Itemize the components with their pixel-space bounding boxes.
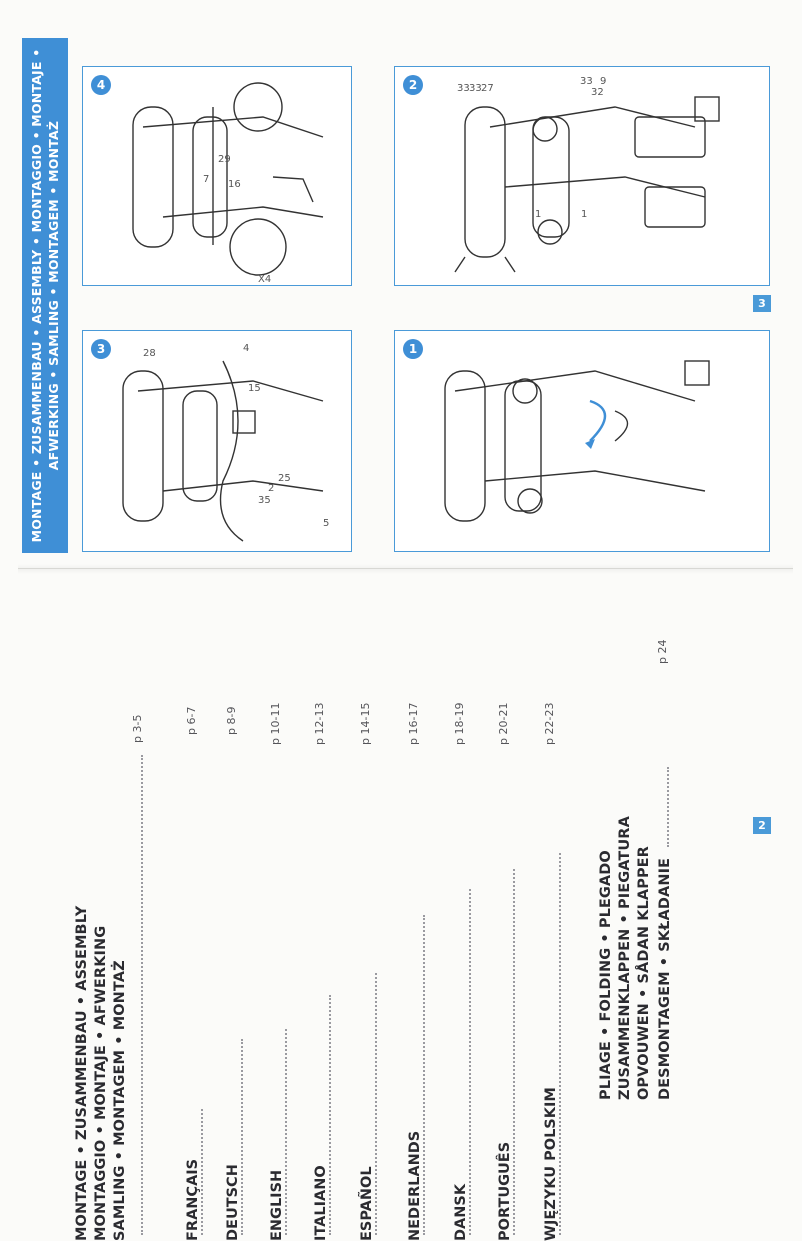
toc-entry-label: DANSK	[453, 1180, 469, 1241]
part-label: 9	[600, 76, 607, 87]
part-label: 32	[591, 87, 604, 98]
toc-heading-line: MONTAGE • ZUSAMMENBAU • ASSEMBLY	[74, 905, 90, 1241]
assembly-header-line-1: MONTAGE • ZUSAMMENBAU • ASSEMBLY • MONTAGGIO • MONTAJE •	[29, 48, 44, 543]
part-label: 2	[268, 483, 275, 494]
part-label: 35	[258, 495, 271, 506]
toc-entry-pages: p 20-21	[497, 702, 510, 745]
toc-entry-pages: p 10-11	[269, 702, 282, 745]
part-label: 29	[218, 154, 231, 165]
step-4-panel	[82, 66, 352, 286]
assembly-header-band	[22, 38, 68, 553]
assembly-header-line-2: AFWERKING • SAMLING • MONTAGEM • MONTAŻ	[46, 120, 61, 471]
step-3-panel	[82, 330, 352, 552]
page-number-2: 2	[753, 817, 771, 834]
step-3-illustration	[83, 331, 351, 551]
part-label: 5	[323, 518, 330, 529]
part-label: 4	[243, 343, 250, 354]
toc-folding-line: PLIAGE • FOLDING • PLEGADO	[598, 850, 614, 1100]
toc-entry	[407, 595, 437, 1241]
page-fold	[18, 568, 793, 569]
toc-entry	[185, 595, 215, 1241]
toc-entry-pages: p 16-17	[407, 702, 420, 745]
page-fold-shadow	[18, 564, 793, 574]
toc-folding-line: ZUSAMMENKLAPPEN • PIEGATURA	[617, 816, 633, 1100]
toc-folding-line: DESMONTAGEM • SKŁADANIE	[657, 857, 673, 1100]
toc-entry-label: ENGLISH	[269, 1166, 285, 1241]
toc-entry	[269, 595, 299, 1241]
toc-entry-label: NEDERLANDS	[407, 1127, 423, 1241]
step-number-badge: 2	[403, 75, 423, 95]
toc-entry-pages: p 18-19	[453, 702, 466, 745]
toc-entry	[497, 595, 527, 1241]
toc-leader	[667, 767, 669, 847]
rotation-arrow-icon	[590, 401, 605, 441]
toc-entry-label: PORTUGUÊS	[497, 1138, 513, 1241]
part-label: X4	[258, 274, 272, 285]
toc-entry-pages: p 8-9	[225, 706, 238, 735]
toc-folding-pages: p 24	[656, 639, 669, 664]
toc-entry	[453, 595, 483, 1241]
part-label: 33	[457, 83, 470, 94]
step-number-badge: 1	[403, 339, 423, 359]
toc-entry-pages: p 22-23	[543, 702, 556, 745]
part-label: 15	[248, 383, 261, 394]
page-number-3: 3	[753, 295, 771, 312]
toc-entry-pages: p 12-13	[313, 702, 326, 745]
toc-heading-line: SAMLING • MONTAGEM • MONTAŻ	[112, 960, 128, 1241]
toc-heading-line: MONTAGGIO • MONTAJE • AFWERKING	[93, 925, 109, 1241]
part-label: 16	[228, 179, 241, 190]
toc-entry-label: DEUTSCH	[225, 1160, 241, 1241]
step-1-panel	[394, 330, 770, 552]
step-1-illustration	[395, 331, 769, 551]
toc-entry-label: WJĘZYKU POLSKIM	[543, 1083, 559, 1241]
toc-page	[73, 595, 583, 1241]
toc-folding-line: OPVOUWEN • SÅDAN KLAPPER	[636, 846, 652, 1100]
step-4-illustration	[83, 67, 351, 285]
toc-entry	[543, 595, 573, 1241]
toc-heading-leader	[139, 755, 143, 1235]
part-label: 1	[581, 209, 588, 220]
part-label: 1	[535, 209, 542, 220]
part-label: 33	[580, 76, 593, 87]
toc-entry	[359, 595, 389, 1241]
toc-entry-label: FRANÇAIS	[185, 1155, 201, 1241]
toc-heading-pages: p 3-5	[131, 714, 144, 743]
step-2-panel	[394, 66, 770, 286]
toc-entry-pages: p 6-7	[185, 706, 198, 735]
part-label: 27	[481, 83, 494, 94]
toc-entry-label: ITALIANO	[313, 1161, 329, 1241]
toc-entry	[313, 595, 343, 1241]
part-label: 28	[143, 348, 156, 359]
toc-entry-label: ESPAÑOL	[359, 1162, 375, 1241]
part-label: 7	[203, 174, 210, 185]
toc-entry	[225, 595, 255, 1241]
part-label: 25	[278, 473, 291, 484]
toc-folding-block	[597, 595, 677, 1100]
step-2-illustration	[395, 67, 769, 285]
part-label: 33	[469, 83, 482, 94]
toc-entry-pages: p 14-15	[359, 702, 372, 745]
toc-heading	[73, 906, 130, 1241]
step-number-badge: 3	[91, 339, 111, 359]
step-number-badge: 4	[91, 75, 111, 95]
